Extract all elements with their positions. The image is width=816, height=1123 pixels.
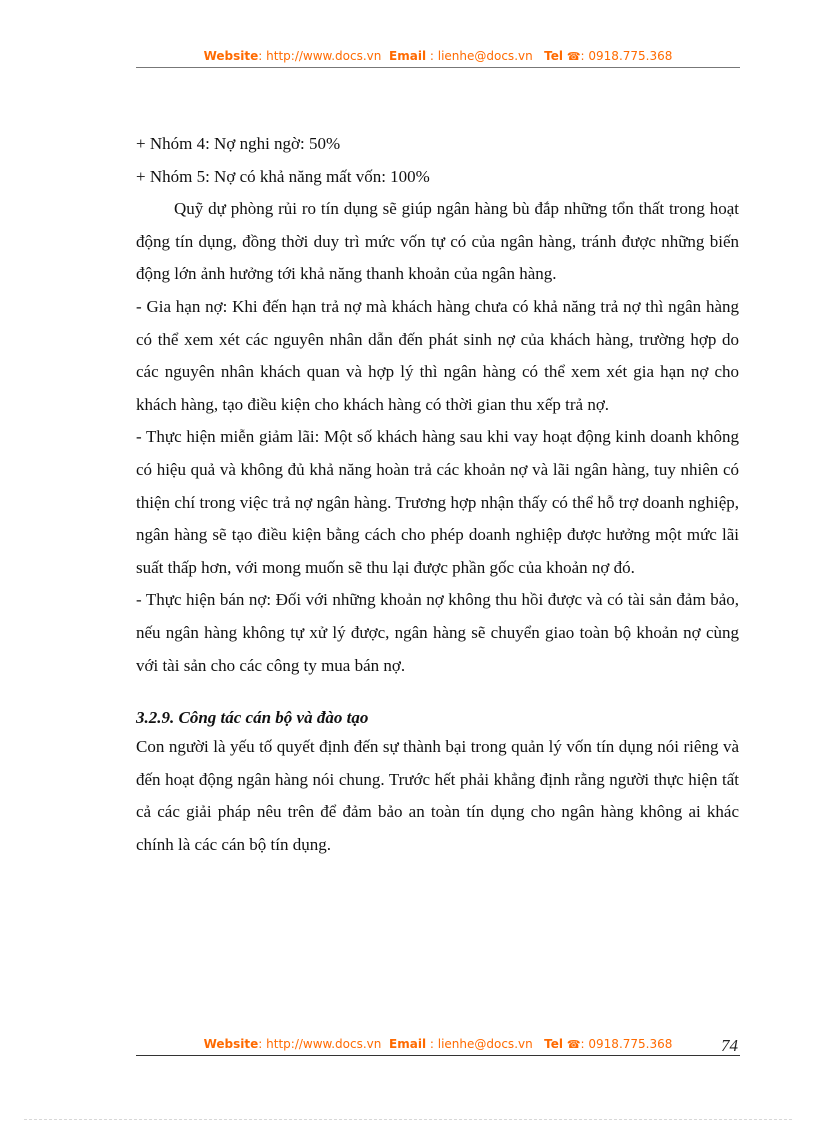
header-phone: 0918.775.368 bbox=[588, 49, 673, 63]
section-heading: 3.2.9. Công tác cán bộ và đào tạo bbox=[136, 708, 369, 728]
header-email[interactable]: lienhe@docs.vn bbox=[437, 49, 533, 63]
footer-email-label: Email bbox=[389, 1037, 427, 1051]
footer-website-url[interactable]: http://www.docs.vn bbox=[266, 1037, 382, 1051]
footer-info bbox=[136, 1036, 740, 1053]
footer-phone: 0918.775.368 bbox=[588, 1037, 673, 1051]
paragraph-gia-han-no: - Gia hạn nợ: Khi đến hạn trả nợ mà khách hàng chưa có khả năng trả nợ thì ngân hàng có thể xem xét các nguyên nhân dẫn đến phát sinh nợ của khách hàng, trường hợp do các nguyên nhân khách quan và hợp lý thì ngân hàng có thể xem xét gia hạn nợ cho khách hàng, tạo điều kiện cho khách hàng có thời gian thu xếp trả nợ. bbox=[136, 296, 739, 414]
header-website-url[interactable]: http://www.docs.vn bbox=[266, 49, 382, 63]
header-sep: : bbox=[580, 49, 589, 63]
list-line-nhom-5: + Nhóm 5: Nợ có khả năng mất vốn: 100% bbox=[136, 166, 430, 186]
footer-sep: : bbox=[258, 1037, 267, 1051]
header-email-label: Email bbox=[389, 49, 427, 63]
footer-sep: : bbox=[580, 1037, 589, 1051]
paragraph-ban-no: - Thực hiện bán nợ: Đối với những khoản nợ không thu hồi được và có tài sản đảm bảo, nếu ngân hàng không tự xử lý được, ngân hàng sẽ chuyển giao toàn bộ khoản nợ cùng với tài sản cho các công ty mua bán nợ. bbox=[136, 590, 739, 675]
paragraph-mien-giam-lai: - Thực hiện miễn giảm lãi: Một số khách hàng sau khi vay hoạt động kinh doanh không có hiệu quả và không đủ khả năng hoàn trả các khoản nợ và lãi ngân hàng, tuy nhiên có thiện chí trong việc trả nợ ngân hàng. Trương hợp nhận thấy có thể hỗ trợ doanh nghiệp, ngân hàng sẽ tạo điều kiện bằng cách cho phép doanh nghiệp được hưởng một mức lãi suất thấp hơn, với mong muốn sẽ thu lại được phần gốc của khoản nợ đó. bbox=[136, 427, 739, 577]
page-header bbox=[136, 47, 740, 68]
header-tel-label: Tel bbox=[544, 49, 564, 63]
phone-icon: ☎ bbox=[566, 1038, 581, 1051]
list-line-nhom-4: + Nhóm 4: Nợ nghi ngờ: 50% bbox=[136, 134, 341, 153]
header-website-label: Website bbox=[203, 49, 259, 63]
footer-tel-label: Tel bbox=[544, 1037, 564, 1051]
footer-sep: : bbox=[426, 1037, 438, 1051]
paragraph-quy-du-phong: Quỹ dự phòng rủi ro tín dụng sẽ giúp ngân hàng bù đắp những tổn thất trong hoạt động tín dụng, đồng thời duy trì mức vốn tự có của ngân hàng, tránh được những biến động lớn ảnh hưởng tới khả năng thanh khoản của ngân hàng. bbox=[136, 199, 739, 284]
document-body bbox=[136, 128, 739, 861]
page-edge-divider bbox=[24, 1119, 792, 1120]
section-paragraph: Con người là yếu tố quyết định đến sự thành bại trong quản lý vốn tín dụng nói riêng và đến hoạt động ngân hàng nói chung. Trước hết phải khẳng định rằng người thực hiện tất cả các giải pháp nêu trên để đảm bảo an toàn tín dụng cho ngân hàng không ai khác chính là các cán bộ tín dụng. bbox=[136, 737, 739, 854]
header-sep: : bbox=[258, 49, 267, 63]
header-sep: : bbox=[426, 49, 438, 63]
footer-website-label: Website bbox=[203, 1037, 259, 1051]
page-number: 74 bbox=[721, 1036, 738, 1055]
phone-icon: ☎ bbox=[566, 50, 581, 63]
footer-email[interactable]: lienhe@docs.vn bbox=[437, 1037, 533, 1051]
page-footer bbox=[136, 1036, 740, 1056]
